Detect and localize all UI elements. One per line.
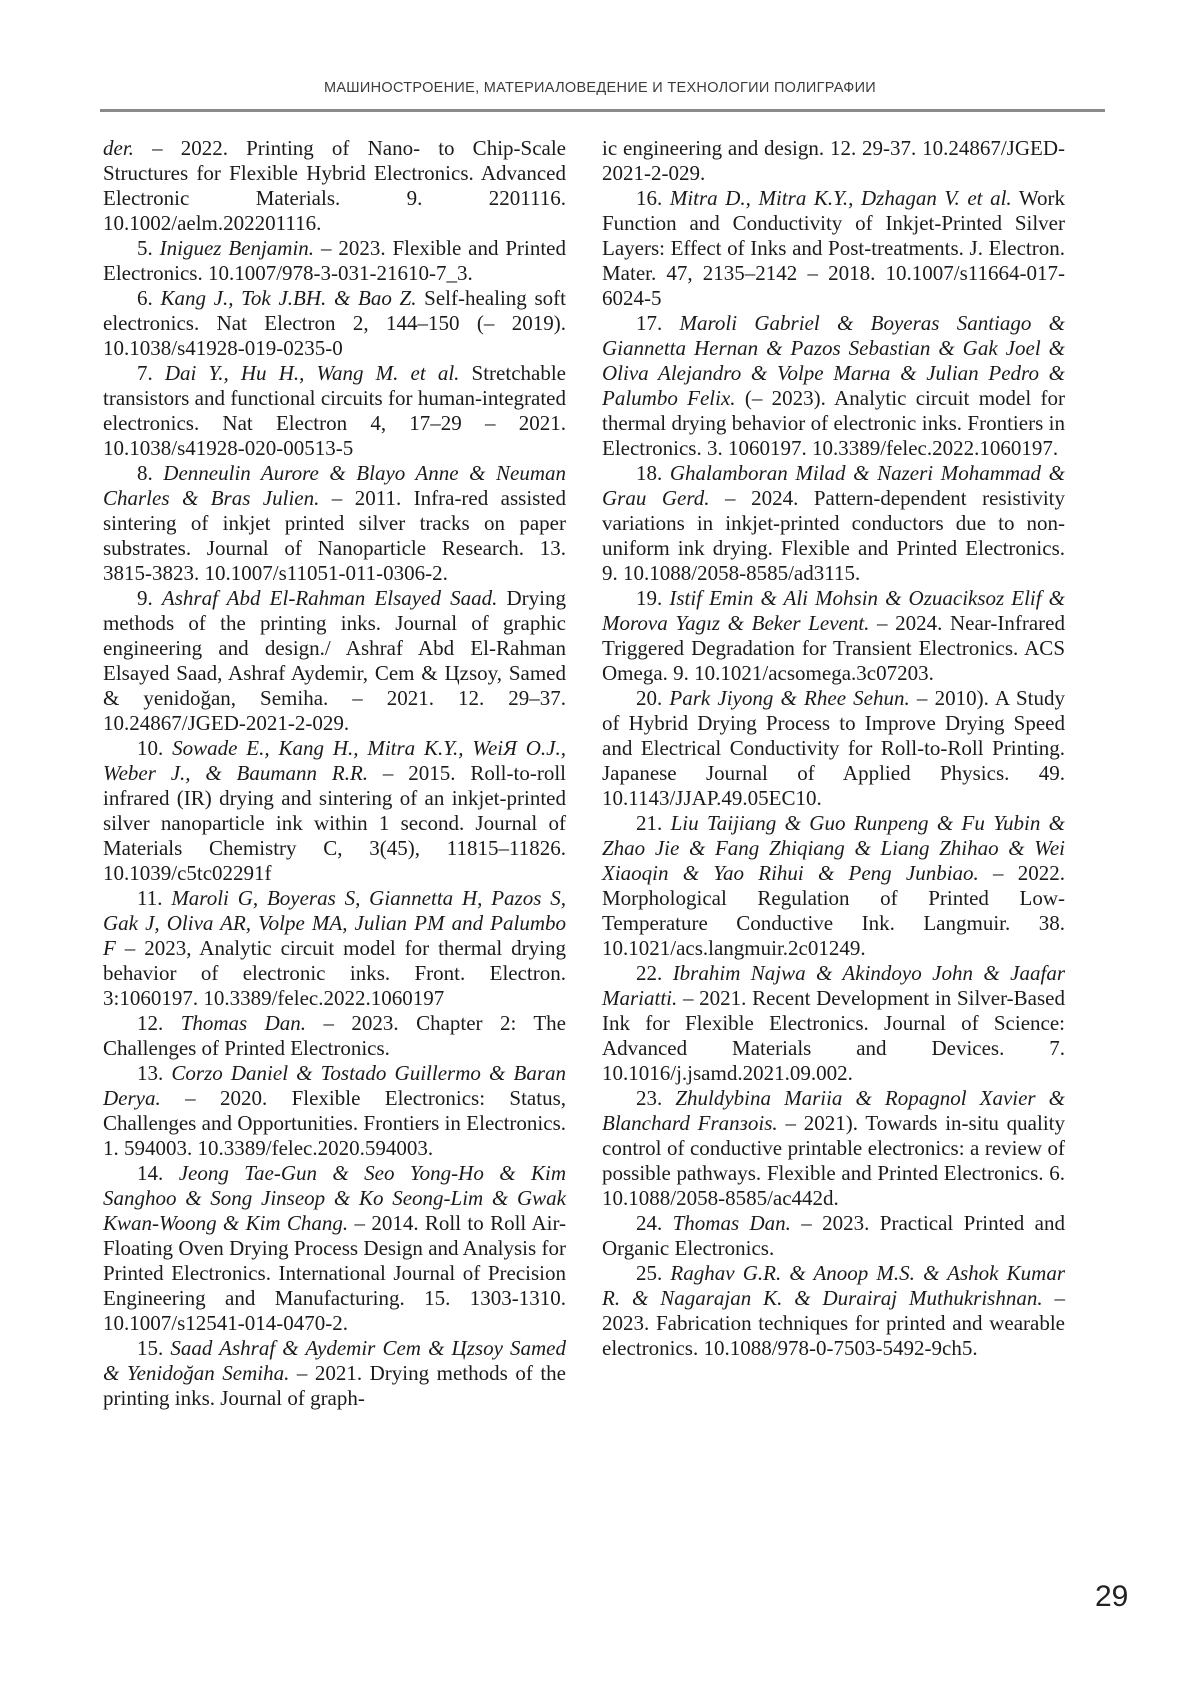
reference-text: – 2022. Printing of Nano- to Chip-Scale Structures for Flexible Hybrid Electronics. Advanced Electronic Materials. 9. 2201116. 10.1002/aelm.202201116. — [103, 136, 566, 235]
reference-number: 21. — [636, 811, 671, 835]
reference-authors: Mitra D., Mitra K.Y., Dzhagan V. et al. — [669, 186, 1012, 210]
reference-item — [103, 1161, 566, 1336]
references-section — [103, 136, 1065, 1411]
reference-item — [103, 361, 566, 461]
header-divider-rule — [100, 109, 1105, 112]
reference-authors: Sowade E., Kang H., Mitra K.Y., WeiЯ O.J., Weber J., & Baumann R.R. — [103, 736, 566, 785]
reference-item — [602, 961, 1065, 1086]
reference-item — [103, 136, 566, 236]
reference-text: – 2023, Analytic circuit model for thermal drying behavior of electronic inks. Front. Electron. 3:1060197. 10.3389/felec.2022.1060197 — [103, 936, 566, 1010]
reference-authors: Iniguez Benjamin. — [159, 236, 315, 260]
reference-authors: Liu Taijiang & Guo Runpeng & Fu Yubin & Zhao Jie & Fang Zhiqiang & Liang Zhihao & Wei Xiaoqin & Yao Rihui & Peng Junbiao. — [602, 811, 1066, 885]
reference-text: – 2021). Towards in-situ quality control of conductive printable electronics: a review of possible pathways. Flexible and Printed Electronics. 6. 10.1088/2058-8585/ac442d. — [602, 1111, 1066, 1210]
reference-item — [103, 886, 566, 1011]
reference-authors: Zhuldybina Mariia & Ropagnol Xavier & Blanchard Franзois. — [602, 1086, 1066, 1135]
reference-item — [602, 1211, 1065, 1261]
reference-text: – 2023. Chapter 2: The Challenges of Printed Electronics. — [103, 1011, 566, 1060]
reference-authors: Jeong Tae-Gun & Seo Yong-Ho & Kim Sanghoo & Song Jinseop & Ko Seong-Lim & Gwak Kwan-Woong & Kim Chang. — [103, 1161, 567, 1235]
reference-text: Work Function and Conductivity of Inkjet-Printed Silver Layers: Effect of Inks and Post-treatments. J. Electron. Mater. 47, 2135–2142 – 2018. 10.1007/s11664-017-6024-5 — [602, 186, 1065, 310]
reference-number: 22. — [636, 961, 673, 985]
reference-authors: Kang J., Tok J.BH. & Bao Z. — [160, 286, 417, 310]
reference-text: – 2023. Flexible and Printed Electronics. 10.1007/978-3-031-21610-7_3. — [103, 236, 566, 285]
reference-item — [103, 736, 566, 886]
reference-text: – 2023. Fabrication techniques for printed and wearable electronics. 10.1088/978-0-7503-5492-9ch5. — [602, 1286, 1065, 1360]
reference-number: 14. — [137, 1161, 179, 1185]
reference-text: – 2022. Morphological Regulation of Printed Low-Temperature Conductive Ink. Langmuir. 38. 10.1021/acs.langmuir.2c01249. — [602, 861, 1066, 960]
reference-text: – 2015. Roll-to-roll infrared (IR) drying and sintering of an inkjet-printed silver nanoparticle ink within 1 second. Journal of Materials Chemistry C, 3(45), 11815–11826. 10.1039/c5tc02291f — [103, 761, 566, 885]
reference-text: – 2020. Flexible Electronics: Status, Challenges and Opportunities. Frontiers in Electronics. 1. 594003. 10.3389/felec.2020.594003. — [103, 1086, 566, 1160]
reference-number: 20. — [636, 686, 670, 710]
reference-text: – 2021. Drying methods of the printing inks. Journal of graph- — [103, 1361, 566, 1410]
reference-authors: Ashraf Abd El-Rahman Elsayed Saad. — [161, 586, 498, 610]
reference-item — [602, 686, 1065, 811]
reference-authors: Istif Emin & Ali Mohsin & Ozuaciksoz Elif & Morova Yagız & Beker Levent. — [602, 586, 1066, 635]
reference-number: 25. — [636, 1261, 671, 1285]
reference-text: Drying methods of the printing inks. Journal of graphic engineering and design./ Ashraf Abd El-Rahman Elsayed Saad, Ashraf Aydemir, Cem & Цzsoy, Samed & yenidoğan, Semiha. – 2021. 12. 29–37. 10.24867/JGED-2021-2-029. — [103, 586, 566, 735]
reference-text: – 2024. Pattern-dependent resistivity variations in inkjet-printed conductors due to non-uniform ink drying. Flexible and Printed Electronics. 9. 10.1088/2058-8585/ad3115. — [602, 486, 1066, 585]
reference-number: 13. — [137, 1061, 172, 1085]
reference-authors: Thomas Dan. — [672, 1211, 791, 1235]
reference-authors: Denneulin Aurore & Blayo Anne & Neuman Charles & Bras Julien. — [103, 461, 566, 510]
reference-authors: Park Jiyong & Rhee Sehun. — [669, 686, 910, 710]
reference-text: (– 2023). Analytic circuit model for thermal drying behavior of electronic inks. Frontiers in Electronics. 3. 1060197. 10.3389/felec.2022.1060197. — [602, 386, 1065, 460]
reference-number: 24. — [636, 1211, 673, 1235]
reference-item — [602, 136, 1065, 186]
reference-number: 15. — [137, 1336, 171, 1360]
reference-number: 10. — [137, 736, 173, 760]
reference-authors: der. — [103, 136, 134, 160]
reference-text: Stretchable transistors and functional circuits for human-integrated electronics. Nat Electron 4, 17–29 – 2021. 10.1038/s41928-020-00513-5 — [103, 361, 567, 460]
reference-text: – 2024. Near-Infrared Triggered Degradation for Transient Electronics. ACS Omega. 9. 10.1021/acsomega.3c07203. — [602, 611, 1065, 685]
reference-authors: Maroli Gabriel & Boyeras Santiago & Giannetta Hernan & Pazos Sebastian & Gak Joel & Oliva Alejandro & Volpe Marна & Julian Pedro & Palumbo Felix. — [602, 311, 1066, 410]
references-column-right — [602, 136, 1065, 1411]
reference-item — [602, 1086, 1065, 1211]
reference-authors: Ibrahim Najwa & Akindoyo John & Jaafar Mariatti. — [602, 961, 1066, 1010]
reference-number: 11. — [137, 886, 172, 910]
reference-authors: Saad Ashraf & Aydemir Cem & Цzsoy Samed & Yenidoğan Semiha. — [103, 1336, 567, 1385]
reference-authors: Maroli G, Boyeras S, Giannetta H, Pazos S, Gak J, Oliva AR, Volpe MA, Julian PM and Palumbo F — [103, 886, 566, 960]
reference-item — [602, 586, 1065, 686]
reference-item — [602, 1261, 1065, 1361]
reference-number: 6. — [137, 286, 161, 310]
reference-number: 9. — [137, 586, 162, 610]
reference-number: 18. — [636, 461, 670, 485]
reference-authors: Raghav G.R. & Anoop M.S. & Ashok Kumar R. & Nagarajan K. & Durairaj Muthukrishnan. — [602, 1261, 1065, 1310]
reference-number: 19. — [636, 586, 670, 610]
reference-number: 17. — [636, 311, 680, 335]
reference-authors: Corzo Daniel & Tostado Guillermo & Baran Derya. — [103, 1061, 566, 1110]
reference-authors: Thomas Dan. — [180, 1011, 307, 1035]
reference-item — [103, 1336, 566, 1411]
reference-item — [103, 461, 566, 586]
reference-number: 16. — [636, 186, 670, 210]
reference-item — [103, 1061, 566, 1161]
reference-text: – 2023. Practical Printed and Organic Electronics. — [602, 1211, 1065, 1260]
reference-text: – 2014. Roll to Roll Air-Floating Oven Drying Process Design and Analysis for Printed Electronics. International Journal of Precision Engineering and Manufacturing. 15. 1303-1310. 10.1007/s12541-014-0470-2. — [103, 1211, 567, 1335]
reference-item — [602, 461, 1065, 586]
reference-authors: Dai Y., Hu H., Wang M. et al. — [164, 361, 460, 385]
page-number: 29 — [1095, 1580, 1129, 1613]
reference-authors: Ghalamboran Milad & Nazeri Mohammad & Grau Gerd. — [602, 461, 1065, 510]
running-header: МАШИНОСТРОЕНИЕ, МАТЕРИАЛОВЕДЕНИЕ И ТЕХНОЛОГИИ ПОЛИГРАФИИ — [323, 80, 877, 96]
reference-item — [103, 286, 566, 361]
reference-item — [602, 311, 1065, 461]
reference-number: 8. — [137, 461, 164, 485]
reference-item — [103, 236, 566, 286]
reference-number: 12. — [137, 1011, 181, 1035]
reference-number: 5. — [137, 236, 160, 260]
reference-item — [602, 811, 1065, 961]
reference-text: Self-healing soft electronics. Nat Electron 2, 144–150 (– 2019). 10.1038/s41928-019-0235-0 — [103, 286, 566, 360]
reference-text: – 2010). A Study of Hybrid Drying Process to Improve Drying Speed and Electrical Conductivity for Roll-to-Roll Printing. Japanese Journal of Applied Physics. 49. 10.1143/JJAP.49.05EC10. — [602, 686, 1066, 810]
reference-text: – 2021. Recent Development in Silver-Based Ink for Flexible Electronics. Journal of Science: Advanced Materials and Devices. 7. 10.1016/j.jsamd.2021.09.002. — [602, 986, 1065, 1085]
reference-text: – 2011. Infra-red assisted sintering of inkjet printed silver tracks on paper substrates. Journal of Nanoparticle Research. 13. 3815-3823. 10.1007/s11051-011-0306-2. — [103, 486, 567, 585]
reference-number: 23. — [636, 1086, 676, 1110]
references-column-left — [103, 136, 566, 1411]
reference-text: ic engineering and design. 12. 29-37. 10.24867/JGED-2021-2-029. — [602, 136, 1065, 185]
reference-item — [103, 586, 566, 736]
reference-item — [103, 1011, 566, 1061]
reference-item — [602, 186, 1065, 311]
reference-number: 7. — [137, 361, 165, 385]
